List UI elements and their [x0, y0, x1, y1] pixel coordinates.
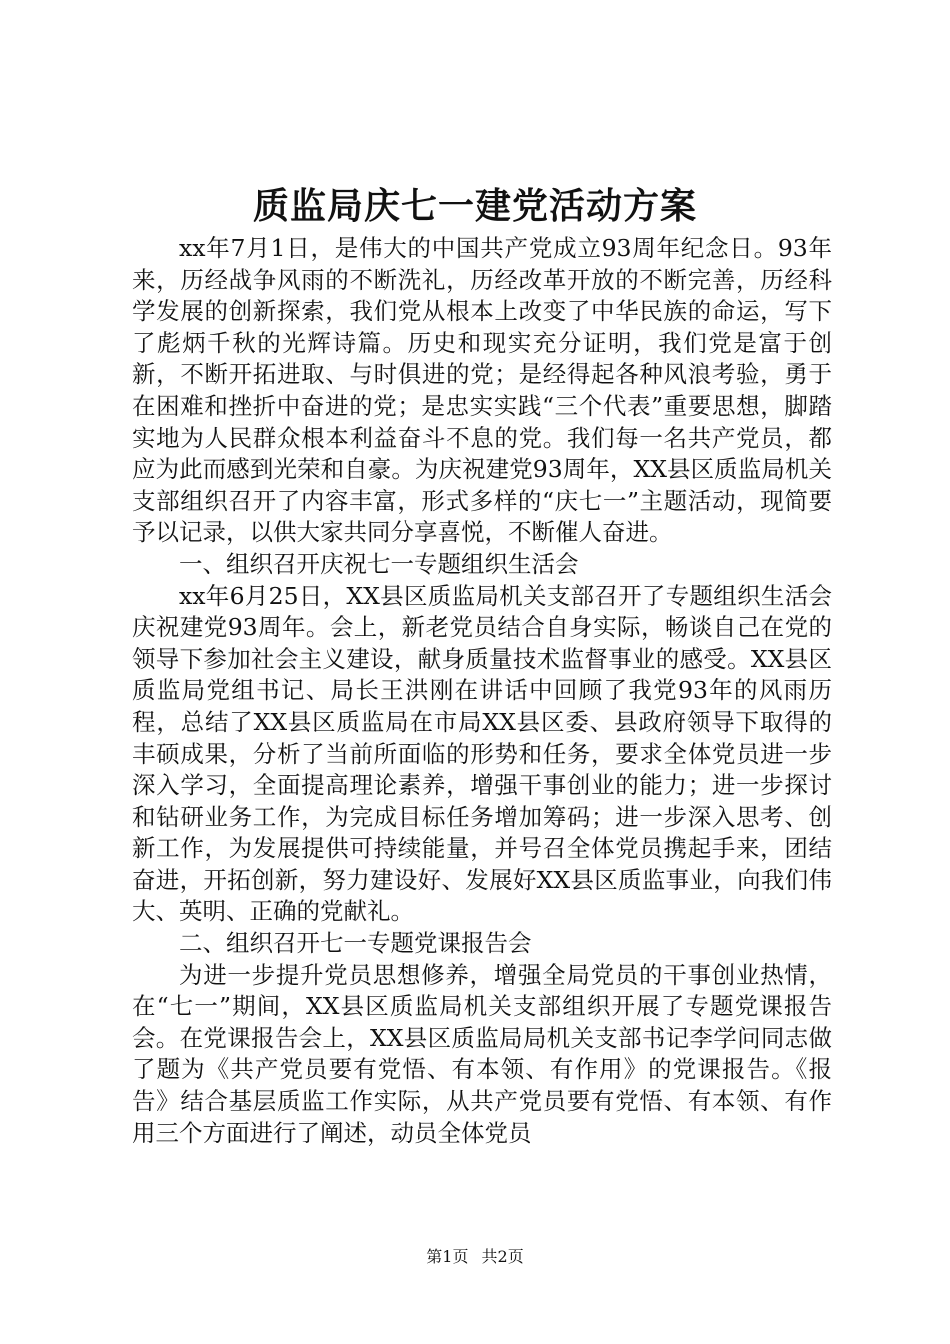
paragraph-section-2: 为进一步提升党员思想修养，增强全局党员的干事创业热情，在“七一”期间，XX县区质监局机关支部组织开展了专题党课报告会。在党课报告会上，XX县区质监局局机关支部书记李学问同志做了题为《共产党员要有党悟、有本领、有作用》的党课报告。《报告》结合基层质监工作实际，从共产党员要有党悟、有本领、有作用三个方面进行了阐述，动员全体党员	[132, 960, 832, 1147]
page-footer	[0, 1244, 950, 1267]
section-heading-2: 二、组织召开七一专题党课报告会	[179, 929, 532, 958]
document-title: 质监局庆七一建党活动方案	[252, 185, 697, 227]
page-number-current: 第1页	[426, 1247, 469, 1266]
paragraph-intro: xx年7月1日，是伟大的中国共产党成立93周年纪念日。93年来，历经战争风雨的不断洗礼，历经改革开放的不断完善，历经科学发展的创新探索，我们党从根本上改变了中华民族的命运，写下了彪炳千秋的光辉诗篇。历史和现实充分证明，我们党是富于创新，不断开拓进取、与时俱进的党；是经得起各种风浪考验，勇于在困难和挫折中奋进的党；是忠实实践“三个代表”重要思想，脚踏实地为人民群众根本利益奋斗不息的党。我们每一名共产党员，都应为此而感到光荣和自豪。为庆祝建党93周年，XX县区质监局机关支部组织召开了内容丰富，形式多样的“庆七一”主题活动，现简要予以记录，以供大家共同分享喜悦，不断催人奋进。	[132, 234, 832, 547]
section-heading-1: 一、组织召开庆祝七一专题组织生活会	[179, 549, 579, 578]
paragraph-section-1: xx年6月25日，XX县区质监局机关支部召开了专题组织生活会庆祝建党93周年。会上，新老党员结合自身实际，畅谈自己在党的领导下参加社会主义建设，献身质量技术监督事业的感受。XX县区质监局党组书记、局长王洪刚在讲话中回顾了我党93年的风雨历程，总结了XX县区质监局在市局XX县区委、县政府领导下取得的丰硕成果，分析了当前所面临的形势和任务，要求全体党员进一步深入学习，全面提高理论素养，增强干事创业的能力；进一步探讨和钻研业务工作，为完成目标任务增加筹码；进一步深入思考、创新工作，为发展提供可持续能量，并号召全体党员携起手来，团结奋进，开拓创新，努力建设好、发展好XX县区质监事业，向我们伟大、英明、正确的党献礼。	[132, 581, 832, 926]
document-body	[132, 233, 832, 1149]
page-number-total: 共2页	[481, 1247, 524, 1266]
